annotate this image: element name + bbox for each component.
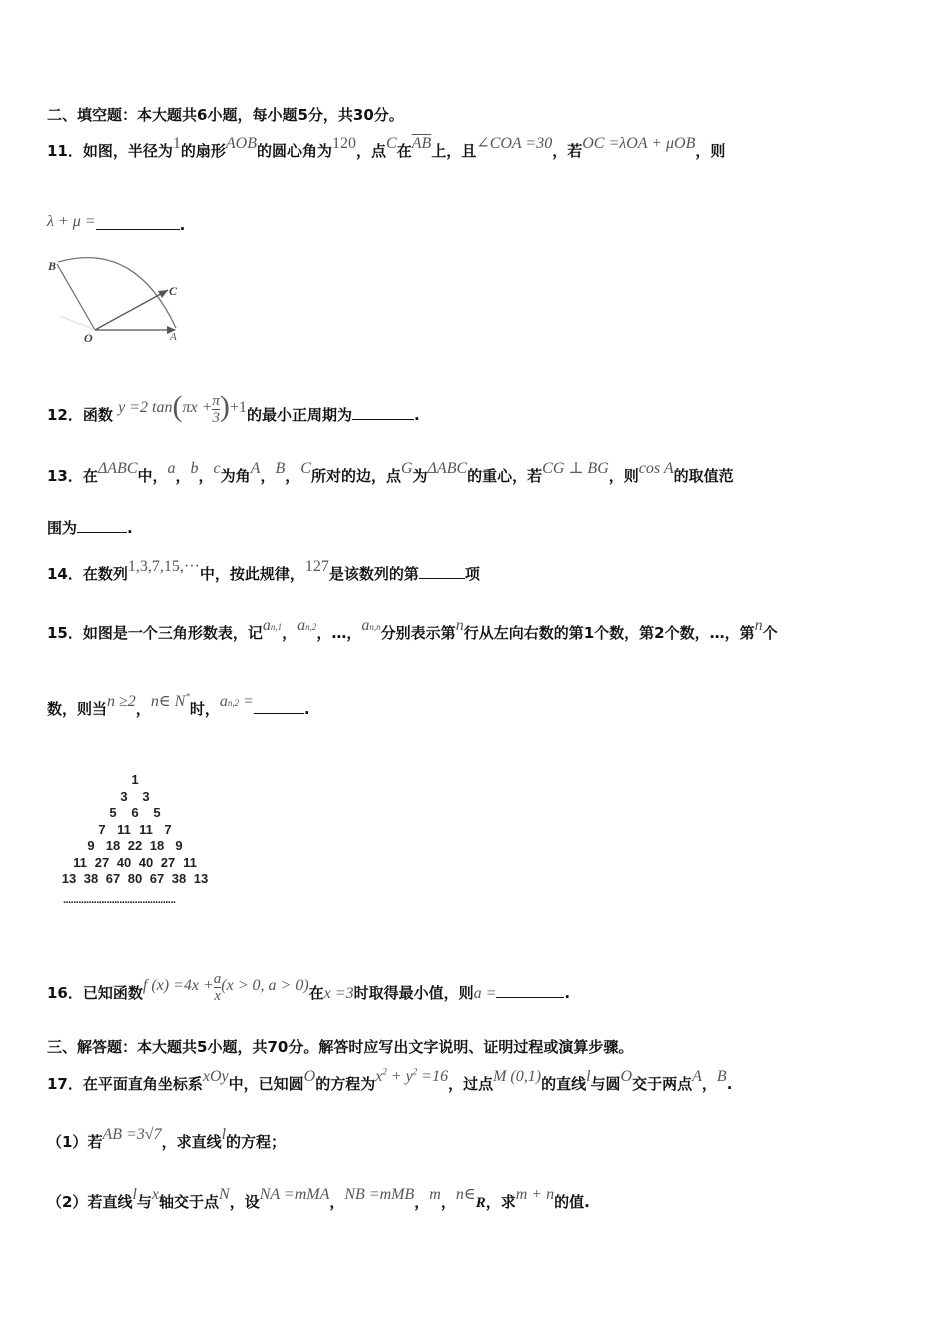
q11-text-7: ，若 <box>552 142 583 160</box>
q11-expr: λ + μ = <box>47 213 96 230</box>
q15-text-4: 行从左向右数的第1个数，第2个数，…，第 <box>463 624 755 642</box>
q17-p2-comma-2: ， <box>414 1193 430 1211</box>
q17-eq-y: + y <box>390 1068 413 1085</box>
q15-triangle-cell: 40 <box>116 854 132 870</box>
q16-at: x =3 <box>323 985 354 1002</box>
q13-comma-4: ， <box>285 467 301 485</box>
q17-p2-x: x <box>151 1186 160 1203</box>
q15-a-n1-sub: n,1 <box>270 622 283 632</box>
section-2-heading: 二、填空题：本大题共6小题，每小题5分，共30分。 <box>47 106 404 124</box>
q13-text-7: ，则 <box>608 467 639 485</box>
q15-a-n2-sub: n,2 <box>305 622 317 632</box>
q13-side-a: a <box>167 460 176 477</box>
q13-text-4: 所对的边，点 <box>310 467 401 485</box>
q13-end: . <box>127 519 133 537</box>
q13-side-b: b <box>190 460 199 477</box>
q14-text-2: 中，按此规律， <box>199 565 305 583</box>
q11-faint-line <box>60 316 95 330</box>
q15-triangle-cell: 1 <box>131 772 139 787</box>
q13-text-5: 为 <box>412 467 428 485</box>
q15-triangle-cell: 5 <box>109 805 117 820</box>
q16-frac-num: a <box>213 971 222 987</box>
q14-text-4: 项 <box>464 565 480 583</box>
q14-answer-blank[interactable] <box>419 564 465 579</box>
q17-eq-rhs: =16 <box>421 1068 449 1085</box>
q14-text-3: 是该数列的第 <box>328 565 419 583</box>
question-14 <box>47 558 480 584</box>
q17-p2-m-plus-n: m + n <box>515 1186 555 1203</box>
q17-part-1 <box>47 1126 287 1152</box>
q15-text-8: 时， <box>189 700 220 718</box>
q11-number: 11． <box>47 142 83 160</box>
q17-line-l: l <box>586 1068 591 1085</box>
q14-value: 127 <box>304 558 329 575</box>
q13-cos-a: cos A <box>638 460 674 477</box>
q15-triangle-row <box>113 789 157 804</box>
q17-p2-text-4: ，设 <box>229 1193 260 1211</box>
q16-number: 16． <box>47 984 83 1002</box>
q15-triangle-cell: 13 <box>193 871 209 886</box>
q17-text-7: 交于两点 <box>632 1075 693 1093</box>
q16-answer-blank[interactable] <box>496 983 564 998</box>
q17-p2-m: m <box>429 1186 441 1203</box>
q15-a-n1-base: a <box>262 617 271 634</box>
q16-frac-den: x <box>214 988 221 1004</box>
q11-angle-coa: ∠COA =30 <box>476 135 553 152</box>
q15-n-2: n <box>754 617 763 634</box>
q15-a-n1 <box>263 617 282 634</box>
q15-target-base: a <box>219 693 228 710</box>
q15-triangle-row <box>80 838 190 853</box>
q13-angle-a: A <box>250 460 261 477</box>
q11-text-1: 如图，半径为 <box>82 142 173 160</box>
q15-triangle-row <box>91 822 179 837</box>
q17-p1-text-1: 若 <box>87 1133 103 1151</box>
q15-triangle-cell: 9 <box>87 838 95 853</box>
q15-text-7: ， <box>135 700 151 718</box>
q11-label-a: A <box>170 331 177 343</box>
q14-number: 14． <box>47 565 83 583</box>
q15-triangle-cell: 22 <box>127 838 143 853</box>
q11-label-b: B <box>48 259 57 273</box>
q13-answer-blank[interactable] <box>77 518 127 533</box>
q13-angle-c: C <box>300 460 311 477</box>
q15-triangle-cell: 3 <box>120 788 128 804</box>
q15-text-3: 分别表示第 <box>380 624 456 642</box>
q12-frac-den: 3 <box>212 410 220 426</box>
section-3-heading: 三、解答题：本大题共5小题，共70分。解答时应写出文字说明、证明过程或演算步骤。 <box>47 1038 634 1056</box>
q11-segment-ob <box>57 264 95 330</box>
q15-triangle-row <box>69 855 201 870</box>
q12-text-2: 的最小正周期为 <box>246 406 352 424</box>
q17-p1-line-l: l <box>221 1126 227 1143</box>
q15-target <box>220 693 254 710</box>
q12-fraction <box>212 393 220 426</box>
q17-text-1: 在平面直角坐标系 <box>82 1075 203 1093</box>
q17-p2-text-3: 轴交于点 <box>159 1193 220 1211</box>
q15-triangle-row <box>58 871 212 886</box>
q15-triangle-cell: 11 <box>183 854 197 870</box>
question-17 <box>47 1066 733 1094</box>
q12-paren-right: ) <box>219 390 230 423</box>
q16-text-2: 在 <box>308 984 324 1002</box>
q15-triangle-cell: 9 <box>175 838 183 853</box>
q15-triangle-cell: 27 <box>94 854 110 870</box>
q17-p2-line-l: l <box>132 1186 137 1203</box>
q17-p2-label: （2） <box>47 1193 88 1211</box>
q15-answer-line <box>47 691 310 719</box>
q17-p2-text-1: 若直线 <box>87 1193 133 1211</box>
q15-a-n2-base: a <box>297 617 306 634</box>
q15-triangle-cell: 6 <box>131 805 139 820</box>
q15-target-eq: = <box>243 693 254 710</box>
q15-triangle-cell: 67 <box>105 871 121 886</box>
q17-number: 17． <box>47 1075 83 1093</box>
q12-fn-x: πx + <box>182 399 213 416</box>
q15-triangle-cell: 67 <box>149 871 165 886</box>
q11-segment-oc <box>95 290 168 330</box>
q15-text-5: 个 <box>762 624 778 642</box>
q17-text-4: ，过点 <box>448 1075 494 1093</box>
q15-n-1: n <box>455 617 464 634</box>
q15-a-nn-base: a <box>361 617 370 634</box>
q16-function: f (x) =4x + <box>142 977 214 994</box>
q13-answer-line <box>47 517 133 538</box>
q13-comma-3: ， <box>260 467 276 485</box>
q15-cond-2-star: * <box>185 691 190 702</box>
q11-angle: 120 <box>332 135 357 152</box>
q12-text-1: 函数 <box>82 406 113 424</box>
q14-sequence: 1,3,7,15,··· <box>127 558 200 575</box>
q13-condition: CG ⊥ BG <box>542 460 609 477</box>
q16-text-1: 已知函数 <box>82 984 143 1002</box>
q15-cond-2-base: n∈ N <box>150 693 186 710</box>
q15-triangle-dots: ............................................ <box>63 894 176 906</box>
q15-a-nn <box>361 617 380 634</box>
q11-vector-eq: OC =λOA + μOB <box>582 135 696 152</box>
question-13 <box>47 460 734 486</box>
q17-end: . <box>726 1075 733 1093</box>
q15-triangle-row <box>102 805 168 820</box>
q11-text-8: ，则 <box>695 142 726 160</box>
q11-end: . <box>179 216 186 234</box>
q15-triangle-figure <box>55 772 225 912</box>
q17-point-a: A <box>692 1068 702 1085</box>
question-12 <box>47 390 420 432</box>
q17-p2-nb: NB =mMB <box>344 1186 415 1203</box>
q11-radius: 1 <box>172 135 181 152</box>
question-11 <box>47 135 726 161</box>
q15-triangle-cell: 40 <box>138 854 154 870</box>
q11-label-o: O <box>84 331 93 345</box>
q17-p1-text-3: 的方程； <box>226 1133 287 1151</box>
q15-triangle-cell: 13 <box>61 871 77 886</box>
question-16 <box>47 971 571 1010</box>
q17-p2-comma-3: ， <box>440 1193 456 1211</box>
q17-part-2 <box>47 1186 590 1212</box>
q16-end: . <box>564 984 571 1002</box>
q15-triangle-cell: 80 <box>127 871 143 886</box>
q13-triangle: ΔABC <box>97 460 138 477</box>
q13-side-c: c <box>213 460 221 477</box>
q15-text-2: ，…， <box>316 624 362 642</box>
q12-fn-left: y =2 tan <box>118 399 173 416</box>
q12-answer-blank[interactable] <box>352 405 414 420</box>
q15-triangle-cell: 38 <box>83 871 99 886</box>
q13-triangle-2: ΔABC <box>427 460 468 477</box>
q11-answer-line <box>47 215 185 235</box>
q17-equation <box>375 1068 448 1085</box>
q15-triangle-cell: 27 <box>160 854 176 870</box>
q11-text-5: 在 <box>396 142 412 160</box>
q13-number: 13． <box>47 467 83 485</box>
q15-cond-1: n ≥2 <box>107 693 136 710</box>
q15-triangle-cell: 11 <box>117 821 131 837</box>
q11-sector-figure <box>40 250 190 345</box>
q17-p1-text-2: ，求直线 <box>161 1133 222 1151</box>
q11-text-4: ，点 <box>356 142 387 160</box>
q17-p2-point-n: N <box>219 1186 230 1203</box>
q15-text-1: 如图是一个三角形数表，记 <box>82 624 263 642</box>
q11-point-c: C <box>386 135 397 152</box>
q15-triangle-cell: 3 <box>142 788 150 804</box>
q17-text-6: 与圆 <box>590 1075 621 1093</box>
q13-comma-1: ， <box>175 467 191 485</box>
q16-text-3: 时取得最小值，则 <box>353 984 474 1002</box>
q17-eq-x: x <box>375 1068 383 1085</box>
q15-sep-1: ， <box>282 624 298 642</box>
q15-cond-2 <box>151 693 190 710</box>
q17-xoy: xOy <box>202 1068 229 1085</box>
q15-triangle-cell: 18 <box>105 838 121 853</box>
q13-angle-b: B <box>275 460 286 477</box>
q15-triangle-row <box>124 772 146 787</box>
q15-a-nn-sub: n,n <box>369 622 381 632</box>
q17-point-b: B <box>716 1068 727 1085</box>
q11-answer-blank[interactable] <box>96 215 180 230</box>
q12-end: . <box>413 406 420 424</box>
q13-text-3: 为角 <box>220 467 251 485</box>
q15-triangle-cell: 7 <box>98 821 106 837</box>
q15-triangle-cell: 5 <box>153 805 161 820</box>
q17-p2-n-in: n∈ <box>455 1186 476 1203</box>
q13-text-9: 围为 <box>47 519 78 537</box>
q11-text-3: 的圆心角为 <box>257 142 333 160</box>
q15-number: 15． <box>47 624 83 642</box>
q15-triangle-cell: 18 <box>149 838 165 853</box>
q13-text-8: 的取值范 <box>673 467 734 485</box>
q17-p2-text-5: ，求 <box>485 1193 516 1211</box>
q15-text-6: 数，则当 <box>47 700 108 718</box>
q15-answer-blank[interactable] <box>254 699 304 714</box>
q17-text-5: 的直线 <box>541 1075 587 1093</box>
q12-fn-right: +1 <box>229 399 247 416</box>
q17-circle-o: O <box>303 1068 316 1085</box>
q15-triangle-cell: 11 <box>73 854 87 870</box>
q17-circle-o-2: O <box>620 1068 633 1085</box>
q16-condition: (x > 0, a > 0) <box>221 977 309 994</box>
q17-text-2: 中，已知圆 <box>228 1075 304 1093</box>
q13-comma-2: ， <box>198 467 214 485</box>
q11-arc: $\overline{AB}$ <box>411 135 432 152</box>
q17-p2-text-6: 的值. <box>554 1193 590 1211</box>
q15-triangle-cell: 38 <box>171 871 187 886</box>
q12-frac-num: π <box>212 393 220 409</box>
q17-p2-comma-1: ， <box>329 1193 345 1211</box>
q17-eq-sq-2: 2 <box>412 1066 418 1077</box>
q11-text-6: 上，且 <box>431 142 477 160</box>
q15-target-sub: n,2 <box>227 698 240 708</box>
q14-text-1: 在数列 <box>82 565 128 583</box>
q17-eq-sq-1: 2 <box>382 1066 387 1077</box>
q17-p1-ab: AB =3√7 <box>102 1126 162 1143</box>
question-15 <box>47 617 778 643</box>
q17-comma: ， <box>701 1075 717 1093</box>
q11-label-c: C <box>169 284 178 298</box>
q15-triangle-cell: 11 <box>139 821 153 837</box>
q13-text-6: 的重心，若 <box>467 467 543 485</box>
q17-point-m: M (0,1) <box>493 1068 542 1085</box>
q13-text-2: 中， <box>137 467 168 485</box>
q17-p1-label: （1） <box>47 1133 88 1151</box>
q17-p2-r: R <box>475 1195 486 1211</box>
q12-number: 12． <box>47 406 83 424</box>
q13-text-1: 在 <box>82 467 98 485</box>
q15-triangle-cell: 7 <box>164 821 172 837</box>
q11-sector-name: AOB <box>225 135 258 152</box>
q17-p2-na: NA =mMA <box>259 1186 330 1203</box>
q11-text-2: 的扇形 <box>180 142 226 160</box>
q16-ask: a = <box>473 985 497 1002</box>
q13-point-g: G <box>400 460 413 477</box>
q17-text-3: 的方程为 <box>315 1075 376 1093</box>
q17-p2-text-2: 与 <box>136 1193 152 1211</box>
q15-a-n2 <box>297 617 316 634</box>
q15-end: . <box>303 700 310 718</box>
q12-paren-left: ( <box>172 390 183 423</box>
